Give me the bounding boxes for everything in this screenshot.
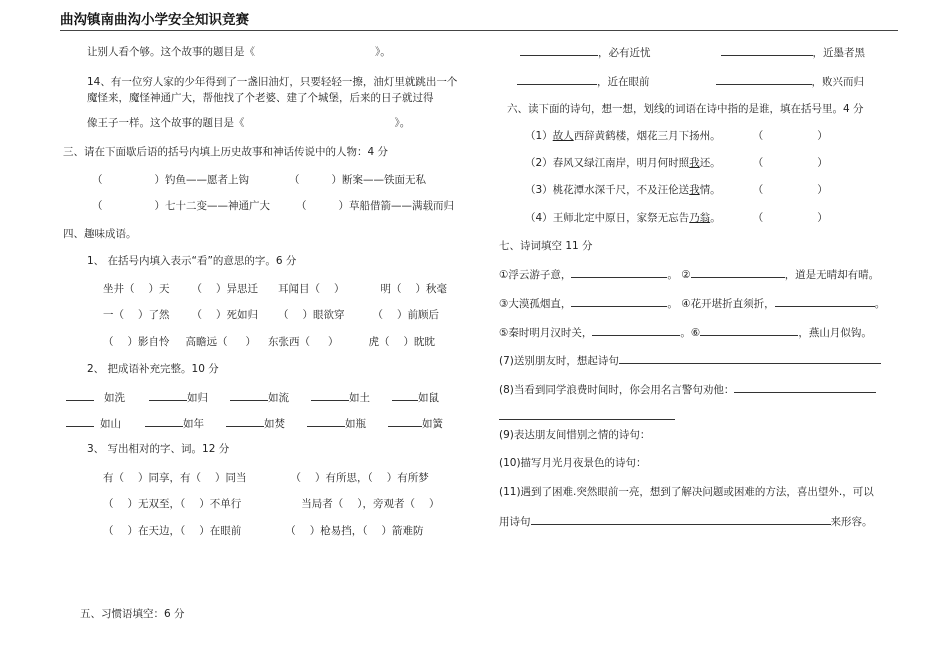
poem-text: 。 <box>874 298 886 310</box>
paren-open: （ <box>752 184 764 196</box>
pair-part: ）同当 <box>215 472 247 484</box>
pair-part: 有（ <box>103 472 124 484</box>
pair-part: ）有所梦 <box>386 472 429 484</box>
poem-answer-blank[interactable] <box>499 408 675 420</box>
s3-r2-text-1: ）七十二变——神通广大 <box>154 200 270 212</box>
pair-part: ）箭难防 <box>381 525 424 537</box>
idiom-fill-blank[interactable] <box>311 389 349 401</box>
item-number: （1） <box>525 130 553 142</box>
habit-row-1 <box>520 44 865 60</box>
paren-open: （ <box>752 130 764 142</box>
s3-row-1 <box>92 173 426 187</box>
s7-q8 <box>499 381 876 397</box>
question-text: (7)送别朋友时，想起诗句 <box>499 355 619 367</box>
idiom-part: （ <box>372 309 383 321</box>
q14-line-3 <box>87 115 410 130</box>
underlined-word: 我 <box>689 184 700 196</box>
paren-open: （ <box>752 212 764 224</box>
paren-close: ） <box>817 130 828 142</box>
s4-q1-row-2 <box>103 308 439 322</box>
underlined-word: 我 <box>689 157 700 169</box>
habit-row-2 <box>517 73 864 89</box>
paren-open: （ <box>289 174 300 186</box>
section-6-title: 六、读下面的诗句，想一想，划线的词语在诗中指的是谁，填在括号里。4 分 <box>507 103 864 115</box>
question-text: (8)当看到同学浪费时间时，你会用名言警句劝他： <box>499 384 735 396</box>
poem-text: 还。 <box>699 157 721 169</box>
q13-tail-close: 》。 <box>375 46 391 58</box>
idiom-part: ）眼欲穿 <box>302 309 345 321</box>
idiom-fill-blank[interactable] <box>66 389 94 401</box>
poem-answer-blank[interactable] <box>734 381 876 393</box>
pair-part: ） <box>429 498 440 510</box>
s7-q8-continuation <box>499 408 675 424</box>
idiom-suffix: 如山 <box>100 418 121 430</box>
poem-blank[interactable] <box>592 324 680 336</box>
paren-close: ） <box>817 212 828 224</box>
pair-part: （ <box>285 525 296 537</box>
paren-open: （ <box>752 157 764 169</box>
item-number: （4） <box>525 212 553 224</box>
poem-text: 桃花潭水深千尺，不及汪伦送 <box>552 184 690 196</box>
idiom-suffix: 如瓶 <box>345 418 366 430</box>
idiom-part: ）异思迁 <box>216 283 258 295</box>
pair-part: ）枪易挡，（ <box>309 525 368 537</box>
pair-part: ）无双至，（ <box>127 498 186 510</box>
idiom-part: ）死如归 <box>216 309 258 321</box>
s4-q2-row-1 <box>66 389 439 405</box>
habit-blank[interactable] <box>520 44 598 56</box>
habit-text: ，近在眼前 <box>597 76 650 88</box>
q13-title-blank[interactable] <box>255 44 375 55</box>
idiom-suffix: 如流 <box>268 392 289 404</box>
poem-text: 。 ④花开堪折直须折， <box>667 298 775 310</box>
poem-text: ，道是无晴却有晴。 <box>784 269 880 281</box>
paren-open: （ <box>92 200 103 212</box>
s6-item-2 <box>525 156 828 170</box>
s7-q11-line-1: (11)遇到了困难.突然眼前一亮，想到了解决问题或困难的方法，喜出望外.，可以 <box>499 486 874 498</box>
habit-blank[interactable] <box>517 73 597 85</box>
item-number: （3） <box>525 184 553 196</box>
s6-item-4 <box>525 211 828 225</box>
q14-title-blank[interactable] <box>245 115 395 126</box>
idiom-part: ）前顾后 <box>397 309 439 321</box>
idiom-fill-blank[interactable] <box>149 389 187 401</box>
pair-part: （ <box>290 472 301 484</box>
section-3-title: 三、请在下面歇后语的括号内填上历史故事和神话传说中的人物：4 分 <box>63 146 389 158</box>
idiom-part: 耳闻目（ <box>278 283 320 295</box>
q14-line-1: 14、有一位穷人家的少年得到了一盏旧油灯，只要轻轻一擦，油灯里就跳出一个 <box>87 76 458 88</box>
idiom-fill-blank[interactable] <box>388 415 422 427</box>
q13-tail-text: 让别人看个够。这个故事的题目是《 <box>87 46 255 58</box>
idiom-part: （ <box>191 283 202 295</box>
pair-part: （ <box>103 498 114 510</box>
idiom-suffix: 如归 <box>187 392 208 404</box>
idiom-part: （ <box>191 309 202 321</box>
section-5-title: 五、习惯语填空：6 分 <box>80 608 185 620</box>
idiom-suffix: 如年 <box>183 418 204 430</box>
poem-blank[interactable] <box>700 324 798 336</box>
s4-q3-row-1 <box>103 471 429 485</box>
idiom-part: ）影自怜 <box>127 336 170 348</box>
poem-blank[interactable] <box>571 266 667 278</box>
q14-line-3-text: 像王子一样。这个故事的题目是《 <box>87 117 245 129</box>
s4-q1-row-3 <box>103 335 435 349</box>
pair-part: （ <box>103 525 114 537</box>
section-4-title: 四、趣味成语。 <box>63 228 137 240</box>
idiom-part: ）秋毫 <box>415 283 447 295</box>
s7-q9: (9)表达朋友间惜别之情的诗句： <box>499 429 651 441</box>
poem-blank[interactable] <box>571 295 667 307</box>
paren-open: （ <box>92 174 103 186</box>
s4-q1-title: 1、 在括号内填入表示“看”的意思的字。6 分 <box>87 255 297 267</box>
idiom-part: ）眈眈 <box>403 336 435 348</box>
idiom-suffix: 如焚 <box>264 418 285 430</box>
habit-text: ，败兴而归 <box>811 76 864 88</box>
poem-answer-blank[interactable] <box>619 352 881 364</box>
s3-r2-text-2: ）草船借箭——满载而归 <box>338 200 454 212</box>
s7-line-2 <box>499 295 885 311</box>
page-title: 曲沟镇南曲沟小学安全知识竞赛 <box>60 12 249 28</box>
poem-text: 王师北定中原日，家祭无忘告 <box>552 212 690 224</box>
poem-text: ③大漠孤烟直， <box>499 298 572 310</box>
idiom-part: 一（ <box>103 309 124 321</box>
s4-q3-row-2 <box>103 497 440 511</box>
pair-part: ）在天边，（ <box>127 525 186 537</box>
poem-text: 西辞黄鹤楼，烟花三月下扬州。 <box>573 130 721 142</box>
poem-text: 。 ② <box>667 269 691 281</box>
s4-q1-row-1 <box>103 282 447 296</box>
pair-part: 当局者（ <box>301 498 344 510</box>
idiom-fill-blank[interactable] <box>145 415 183 427</box>
idiom-fill-blank[interactable] <box>230 389 268 401</box>
q13-tail-line <box>87 44 391 59</box>
idiom-part: ） <box>328 336 339 348</box>
paren-open: （ <box>296 200 307 212</box>
poem-text: 。⑥ <box>680 327 701 339</box>
idiom-part: （ <box>278 309 289 321</box>
pair-part: ），旁观者（ <box>357 498 415 510</box>
idiom-part: 高瞻远（ <box>185 336 228 348</box>
poem-blank[interactable] <box>775 295 875 307</box>
idiom-part: 东张西（ <box>268 336 310 348</box>
s7-q7 <box>499 352 881 368</box>
idiom-part: （ <box>103 336 114 348</box>
underlined-word: 故人 <box>552 130 574 142</box>
poem-text: 情。 <box>699 184 721 196</box>
s7-q10: (10)描写月光月夜景色的诗句： <box>499 457 647 469</box>
question-text: 来形容。 <box>830 516 873 528</box>
s7-line-3 <box>499 324 872 340</box>
idiom-fill-blank[interactable] <box>392 389 418 401</box>
s3-r1-text-1: ）钓鱼——愿者上钩 <box>154 174 249 186</box>
s4-q2-row-2 <box>66 415 443 431</box>
q14-line-2: 魔怪来，魔怪神通广大，帮他找了个老婆、建了个城堡，后来的日子就过得 <box>87 92 434 104</box>
pair-part: ）有所思，（ <box>315 472 373 484</box>
paren-close: ） <box>817 157 828 169</box>
s4-q3-row-3 <box>103 524 424 538</box>
idiom-suffix: 如簧 <box>422 418 443 430</box>
paren-close: ） <box>817 184 828 196</box>
poem-text: ①浮云游子意， <box>499 269 572 281</box>
poem-text: ，燕山月似钩。 <box>798 327 872 339</box>
s4-q2-title: 2、 把成语补充完整。10 分 <box>87 363 219 375</box>
q14-line-3-close: 》。 <box>394 117 411 129</box>
s7-q11-line-2 <box>499 513 873 529</box>
header-divider <box>60 30 898 31</box>
habit-text: ，必有近忧 <box>598 47 651 59</box>
idiom-fill-blank[interactable] <box>66 415 94 427</box>
item-number: （2） <box>525 157 553 169</box>
s4-q3-title: 3、 写出相对的字、词。12 分 <box>87 443 230 455</box>
poem-text: 春风又绿江南岸，明月何时照 <box>552 157 690 169</box>
section-7-title: 七、诗词填空 11 分 <box>499 240 593 252</box>
idiom-part: ） <box>245 336 256 348</box>
s6-item-1 <box>525 129 828 143</box>
question-text: 用诗句 <box>499 516 531 528</box>
idiom-part: ）了然 <box>138 309 170 321</box>
pair-part: ）不单行 <box>199 498 242 510</box>
habit-blank[interactable] <box>716 73 812 85</box>
poem-answer-blank[interactable] <box>531 513 831 525</box>
idiom-part: 明（ <box>380 283 402 295</box>
habit-blank[interactable] <box>721 44 813 56</box>
idiom-part: 虎（ <box>368 336 390 348</box>
s3-r1-text-2: ）断案——铁面无私 <box>331 174 426 186</box>
idiom-suffix: 如土 <box>349 392 370 404</box>
poem-blank[interactable] <box>691 266 785 278</box>
s6-item-3 <box>525 183 828 197</box>
idiom-part: ） <box>334 283 345 295</box>
idiom-fill-blank[interactable] <box>226 415 264 427</box>
poem-text: 。 <box>710 212 721 224</box>
idiom-suffix: 如洗 <box>104 392 125 404</box>
habit-text: ，近墨者黑 <box>812 47 865 59</box>
idiom-fill-blank[interactable] <box>307 415 345 427</box>
poem-text: ⑤秦时明月汉时关， <box>499 327 593 339</box>
pair-part: ）在眼前 <box>199 525 242 537</box>
underlined-word: 乃翁 <box>689 212 711 224</box>
s3-row-2 <box>92 199 454 213</box>
idiom-part: ）天 <box>148 283 170 295</box>
idiom-suffix: 如鼠 <box>418 392 439 404</box>
s7-line-1 <box>499 266 879 282</box>
idiom-part: 坐井（ <box>103 283 135 295</box>
pair-part: ）同享，有（ <box>138 472 201 484</box>
